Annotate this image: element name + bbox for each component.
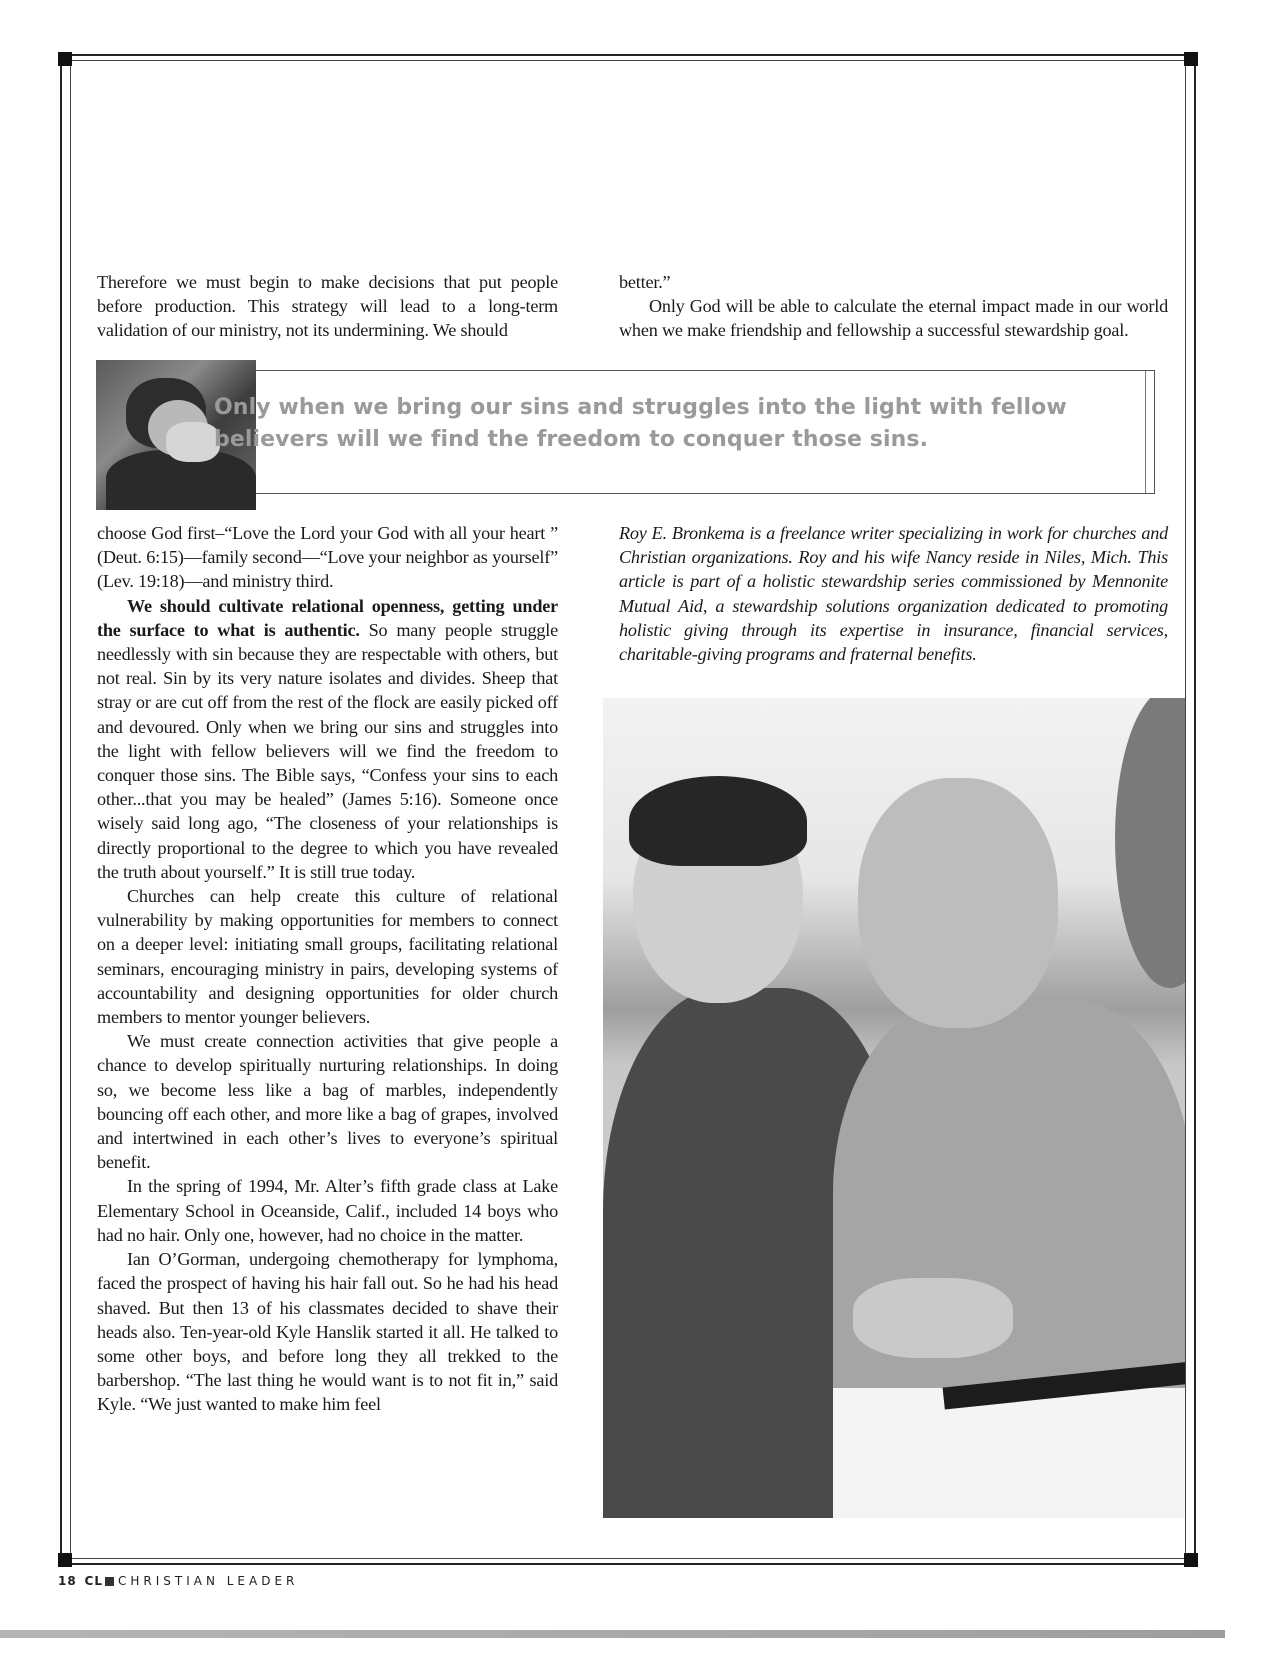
square-bullet-icon [105,1577,114,1586]
brand-short: CL [84,1574,103,1588]
two-men-photo [603,698,1185,1518]
corner-mark-top-left [58,52,72,66]
corner-mark-bottom-left [58,1553,72,1567]
top-right-continuation: better.” [619,272,671,292]
top-left-paragraph: Therefore we must begin to make decisions that put people before production. This strategy will lead to a long-term validation of our ministry, not its undermining. We should [97,272,558,341]
top-right-column [619,270,1168,343]
paragraph-2-lead: We should cultivate relational openness, getting under the surface to what is authentic. [97,595,558,640]
paragraph-6: Ian O’Gorman, undergoing chemotherapy for lymphoma, faced the prospect of having his hair fall out. So he had his head shaved. But then 13 of his classmates decided to shave their heads also. Ten-year-old Kyle Hanslik started it all. He talked to some other boys, and before long they all trekked to the barbershop. “The last thing he would want is to not fit in,” said Kyle. “We just wanted to make him feel [97,1249,558,1415]
corner-mark-bottom-right [1184,1553,1198,1567]
author-bio [619,521,1168,666]
scan-edge-bar [0,1630,1225,1638]
page-footer [58,1574,298,1588]
pull-quote-block [96,360,1158,510]
corner-mark-top-right [1184,52,1198,66]
author-bio-text: Roy E. Bronkema is a freelance writer specializing in work for churches and Christian organizations. Roy and his wife Nancy reside in Niles, Mich. This article is part of a holistic stewardship series commissioned by Mennonite Mutual Aid, a stewardship solutions organization dedicated to promoting holistic giving through its expertise in insurance, financial services, charitable-giving programs and fraternal benefits. [619,523,1168,665]
top-right-paragraph: Only God will be able to calculate the eternal impact made in our world when we make friendship and fellowship a successful stewardship goal. [619,296,1168,341]
paragraph-2-body: So many people struggle needlessly with sin because they are respectable with others, but not real. Sin by its very nature isolates and divides. Sheep that stray or are cut off from the rest of the flock are easily picked off and devoured. Only when we bring our sins and struggles into the light with fellow believers will we find the freedom to conquer those sins. The Bible says, “Confess your sins to each other...that you may be healed” (James 5:16). Someone once wisely said long ago, “The closeness of your relationships is directly proportional to the degree to which you have revealed the truth about yourself.” It is still true today. [97,619,559,882]
top-left-column [97,270,558,343]
page-number: 18 [58,1574,77,1588]
paragraph-2 [97,594,558,884]
pull-quote-text: Only when we bring our sins and struggles into the light with fellow believers will we find the freedom to conquer those sins. [214,395,1067,452]
publication-name: CHRISTIAN LEADER [117,1574,299,1588]
paragraph-4: We must create connection activities that give people a chance to develop spiritually nurturing relationships. In doing so, we become less like a bag of marbles, independently bouncing off each other, and more like a bag of grapes, involved and intertwined in each other’s lives to everyone’s spiritual benefit. [97,1031,558,1173]
paragraph-3: Churches can help create this culture of relational vulnerability by making opportunities for members to connect on a deeper level: initiating small groups, facilitating relational seminars, encouraging ministry in pairs, developing systems of accountability and designing opportunities for older church members to mentor younger believers. [97,886,558,1028]
paragraph-5: In the spring of 1994, Mr. Alter’s fifth grade class at Lake Elementary School in Oceanside, Calif., included 14 boys who had no hair. Only one, however, had no choice in the matter. [97,1176,558,1245]
left-main-column [97,521,558,1417]
paragraph-1: choose God first–“Love the Lord your God with all your heart ” (Deut. 6:15)—family second—“Love your neighbor as yourself” (Lev. 19:18)—and ministry third. [97,523,558,592]
